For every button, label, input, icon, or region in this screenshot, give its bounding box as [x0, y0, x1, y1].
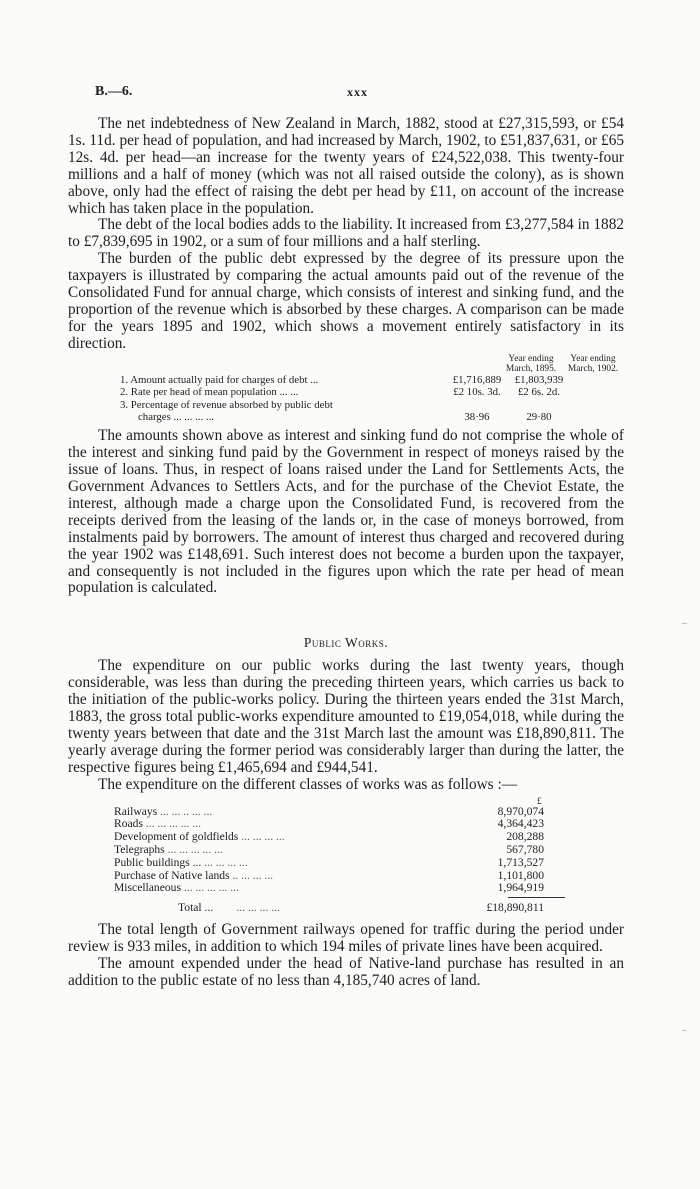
page-number: xxx [347, 85, 368, 99]
row-value: 567,780 [506, 842, 544, 856]
row-label: Development of goldfields [114, 830, 239, 844]
value-1895: £1,716,889 [452, 373, 502, 386]
row-value: 208,288 [506, 830, 544, 844]
row-label: 2. Rate per head of mean population ... ... [120, 386, 299, 399]
leader-dots: ... ... ... ... [204, 855, 248, 869]
paragraph-local-bodies-debt: The debt of the local bodies adds to the liability. It increased from £3,277,584 in 1882 to £7,839,695 in 1902, or a sum of four millions and a half sterling. [68, 216, 624, 251]
row-value: 8,970,074 [497, 804, 544, 818]
total-label: Total ... [178, 901, 214, 915]
total-value: £18,890,811 [486, 901, 544, 915]
row-label: 1. Amount actually paid for charges of debt ... [120, 373, 319, 386]
page-reference: B.—6. [95, 84, 133, 99]
value-1902: £1,803,939 [514, 373, 564, 386]
paragraph-net-indebtedness: The net indebtedness of New Zealand in March, 1882, stood at £27,315,593, or £54 1s. 11d. per head of population, and had increased by March, 1902, to £51,837,631, or £65 12s. 4d. per head—an increase for the twenty years of £24,522,038. This twenty-four millions and a half of money (which was not all raised outside the colony), as is shown above, only had the effect of raising the debt per head by £11, on account of the increase which has taken place in the population. [68, 115, 624, 217]
leader-dots: .. ... ... ... [232, 868, 274, 882]
leader-dots: ... ... .. ... ... [160, 804, 213, 818]
paragraph-public-works-expenditure: The expenditure on our public works during the last twenty years, though considerable, was less than during the preceding thirteen years, which carries us back to the initiation of the public-works policy. During the thirteen years ended the 31st March, 1883, the gross total public-works expenditure amounted to £19,054,018, while during the twenty years between that date and the 31st March last the amount was £18,890,811. The yearly average during the former period was considerably larger than during the latter, the respective figures being £1,465,694 and £944,541. [68, 657, 624, 776]
row-label: Miscellaneous [114, 881, 181, 895]
row-label: Public buildings ... [114, 855, 202, 869]
currency-unit: £ [537, 795, 542, 806]
section-title-public-works: Public Works. [303, 635, 389, 651]
row-label: charges ... ... ... ... [138, 410, 214, 423]
table-row [68, 882, 624, 895]
comparison-row [68, 386, 624, 398]
row-value: 1,964,919 [497, 881, 544, 895]
value-1895: £2 10s. 3d. [453, 386, 501, 399]
page-header [95, 84, 620, 104]
paragraph-railways-length: The total length of Government railways opened for traffic during the period under review is 933 miles, in addition to which 194 miles of private lines have been acquired. [68, 920, 624, 955]
row-label: Purchase of Native lands [114, 868, 230, 882]
row-value: 4,364,423 [497, 817, 544, 831]
leader-dots: ... ... ... ... ... [183, 881, 239, 895]
value-1895 [446, 399, 508, 411]
row-value: 1,713,527 [497, 855, 544, 869]
row-label: Railways [114, 804, 158, 818]
total-row [68, 902, 624, 915]
leader-dots: ... ... ... ... ... [167, 842, 223, 856]
works-expenditure-table [68, 797, 624, 915]
paragraph-interest-recovered: The amounts shown above as interest and sinking fund do not comprise the whole of the interest and sinking fund paid by the Government in respect of moneys raised by the issue of loans. Thus, in respect of loans raised under the Land for Settlements Acts, the Government Advances to Settlers Acts, and for the purchase of the Cheviot Estate, the interest, although made a charge upon the Consolidated Fund, is recovered from the receipts derived from the leasing of the lands or, in the case of moneys borrowed, from instalments paid by borrowers. The amount of interest thus charged and recovered during the year 1902 was £148,691. Such interest does not become a burden upon the taxpayer, and consequently is not included in the figures upon which the rate per head of mean population is calculated. [68, 427, 624, 597]
leader-dots: ... ... ... ... [236, 901, 280, 915]
value-1902: £2 6s. 2d. [518, 386, 560, 399]
value-1895: 38·96 [464, 410, 490, 423]
debt-comparison-table [68, 354, 624, 424]
leader-dots: ... ... ... ... [241, 830, 285, 844]
value-1902 [508, 399, 570, 411]
margin-mark: – [682, 618, 687, 629]
total-rule [508, 897, 565, 900]
comparison-row [68, 399, 624, 411]
column-header-1895: Year ending March, 1895. [505, 353, 557, 374]
row-label: Roads [114, 817, 143, 831]
row-value: 1,101,800 [497, 868, 544, 882]
row-label: Telegraphs [114, 842, 165, 856]
row-label: 3. Percentage of revenue absorbed by public debt [120, 398, 333, 411]
paragraph-native-land: The amount expended under the head of Native-land purchase has resulted in an addition to the public estate of no less than 4,185,740 acres of land. [68, 954, 624, 989]
document-body [68, 116, 624, 990]
value-1902: 29·80 [526, 410, 552, 423]
comparison-header [68, 354, 624, 374]
leader-dots: ... ... ... ... ... [145, 817, 201, 831]
column-header-1902: Year ending March, 1902. [567, 353, 619, 374]
paragraph-classes-intro: The expenditure on the different classes of works was as follows :— [98, 775, 517, 793]
margin-mark: – [682, 1025, 687, 1036]
comparison-row [68, 374, 624, 386]
paragraph-debt-burden: The burden of the public debt expressed by the degree of its pressure upon the taxpayers is illustrated by comparing the actual amounts paid out of the revenue of the Consolidated Fund for annual charge, which consists of interest and sinking fund, and the proportion of the revenue which is absorbed by these charges. A comparison can be made for the years 1895 and 1902, which shows a movement entirely satisfactory in its direction. [68, 250, 624, 352]
comparison-row [68, 411, 624, 423]
